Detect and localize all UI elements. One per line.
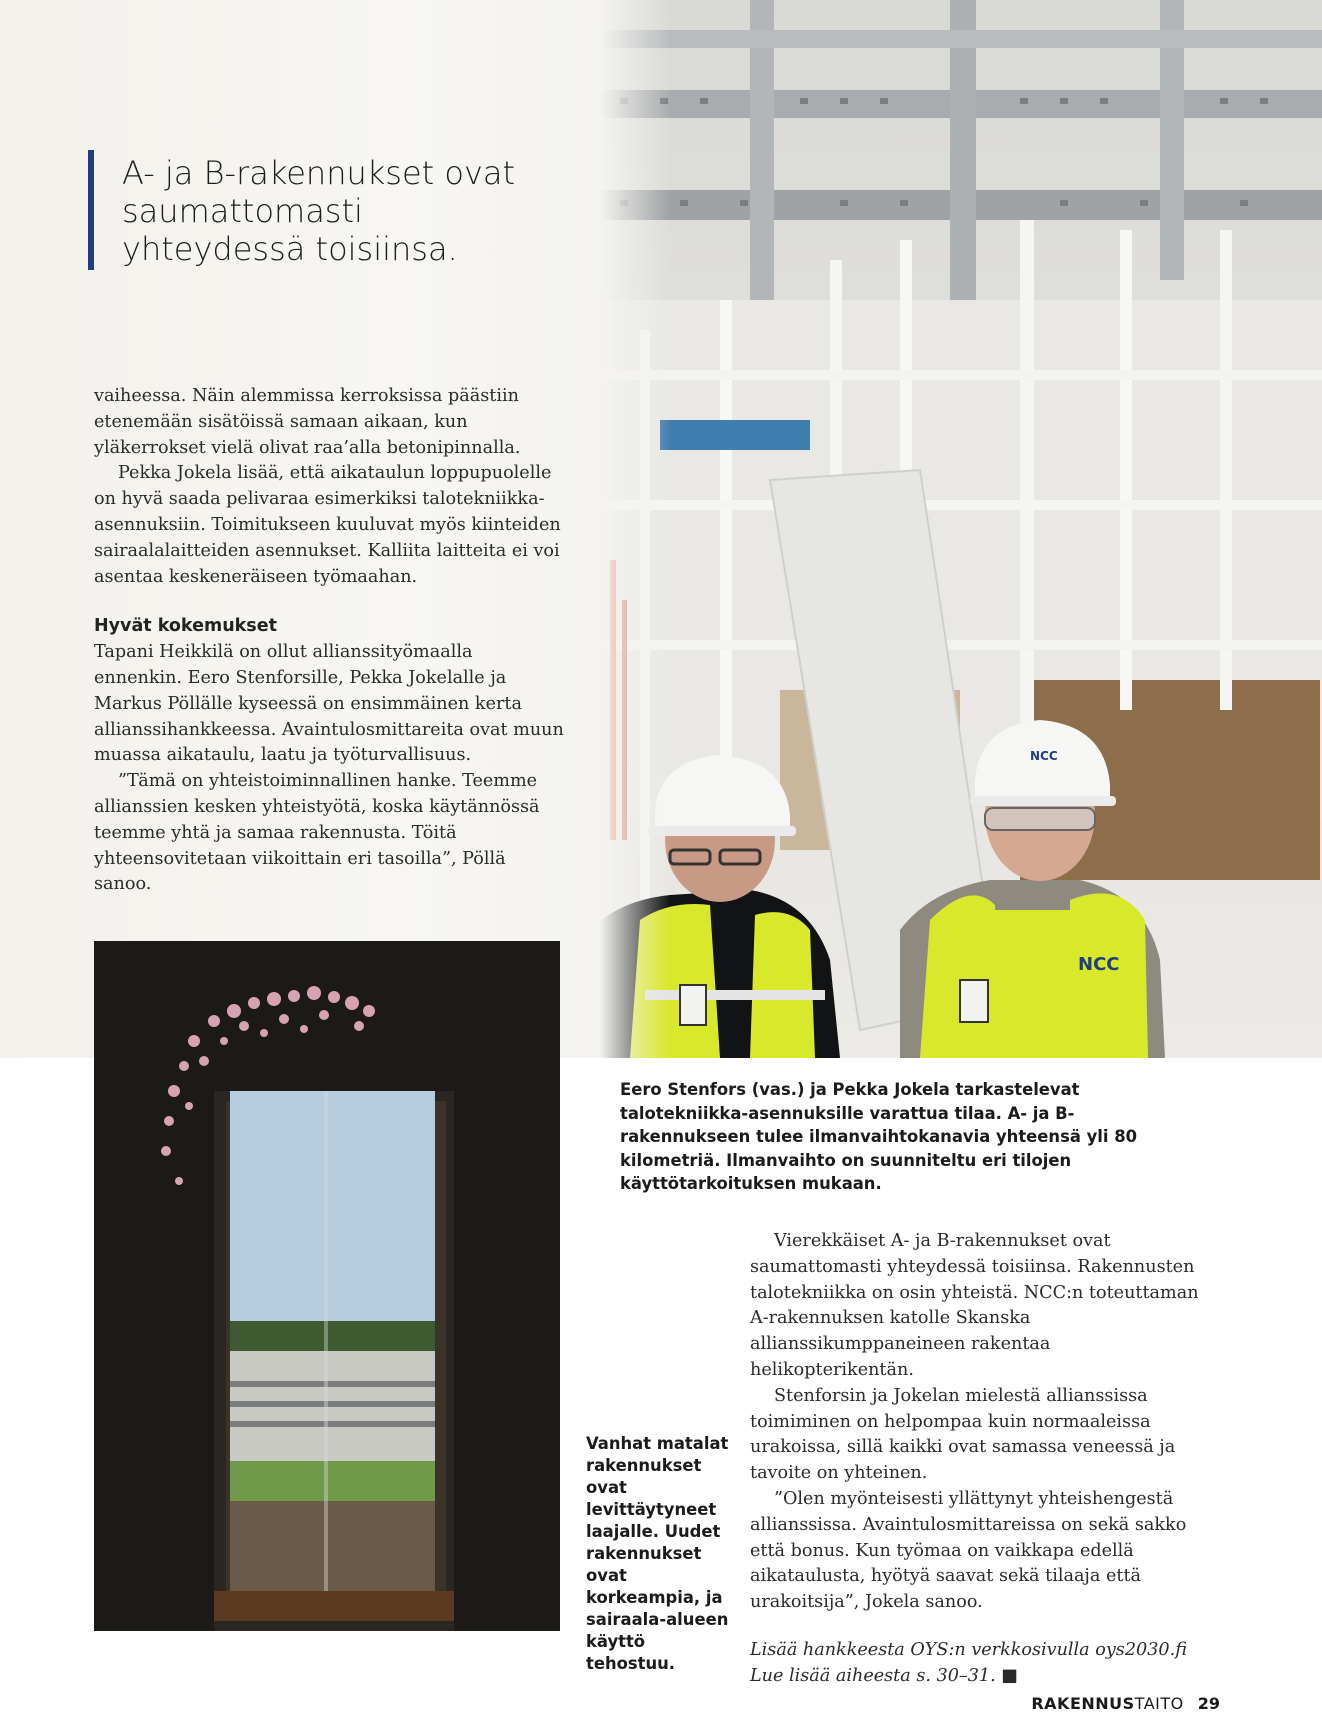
construction-photo [600,0,1322,1058]
end-mark: ■ [1001,1665,1018,1686]
paragraph: ”Tämä on yhteistoiminnallinen hanke. Teemme allianssien kesken yhteistyötä, koska käytännössä teemme yhtä ja samaa rakennusta. Töitä yhteensovitetaan viikoittain eri tasoilla”, Pöllä sanoo. [94,771,540,895]
read-more-line: Lue lisää aiheesta s. 30–31. [750,1665,996,1686]
photo-caption: Eero Stenfors (vas.) ja Pekka Jokela tarkastelevat talotekniikka-asennuksille varattua tilaa. A- ja B-rakennukseen tulee ilmanvaihtokanavia yhteensä yli 80 kilometriä. Ilmanvaihto on suunniteltu eri tilojen käyttötarkoituksen mukaan. [620,1080,1138,1194]
paragraph: Tapani Heikkilä on ollut allianssityömaalla ennenkin. Eero Stenforsille, Pekka Jokelalle ja Markus Pöllälle kyseessä on ensimmäinen kerta allianssihankkeessa. Avaintulosmittareita ovat muun muassa aikataulu, laatu ja työturvallisuus. [94,642,564,766]
magazine-brand-light: TAITO [1134,1694,1184,1713]
paragraph: Vierekkäiset A- ja B-rakennukset ovat saumattomasti yhteydessä toisiinsa. Rakennusten talotekniikka on osin yhteistä. NCC:n toteuttaman A-rakennuksen katolle Skanska allianssikumppaneineen rakentaa helikopterikentän. [750,1231,1199,1380]
pull-quote [88,150,516,270]
paragraph: vaiheessa. Näin alemmissa kerroksissa päästiin etenemään sisätöissä samaan aikaan, kun yläkerrokset vielä olivat raa’alla betonipinnalla. [94,386,521,458]
subheading: Hyvät kokemukset [94,616,277,637]
vest-logo: NCC [1078,954,1120,975]
helmet-logo: NCC [1030,749,1058,763]
pull-quote-text: A- ja B-rakennukset ovat saumattomasti yhteydessä toisiinsa. [122,154,516,268]
more-info-link-line: Lisää hankkeesta OYS:n verkkosivulla oys2030.fi [750,1639,1187,1660]
paragraph: Pekka Jokela lisää, että aikataulun loppupuolelle on hyvä saada pelivaraa esimerkiksi talotekniikka-asennuksiin. Toimitukseen kuuluvat myös kiinteiden sairaalalaitteiden asennukset. Kalliita laitteita ei voi asentaa keskeneräiseen työmaahan. [94,463,561,587]
page-footer [1000,1694,1220,1713]
magazine-brand-bold: RAKENNUS [1031,1694,1135,1713]
right-column [750,1229,1212,1690]
window-photo [94,941,560,1631]
left-column [94,384,564,898]
paragraph: Stenforsin ja Jokelan mielestä allianssissa toimiminen on helpompaa kuin normaaleissa urakoissa, sillä kaikki ovat samassa veneessä ja tavoite on yhteinen. [750,1385,1176,1484]
paragraph: ”Olen myönteisesti yllättynyt yhteishengestä allianssissa. Avaintulosmittareissa on sekä sakko että bonus. Kun työmaa on vaikkapa edellä aikataulusta, hyötyä saavat sekä tilaaja että urakoitsija”, Jokela sanoo. [750,1488,1187,1613]
page-number: 29 [1197,1694,1220,1713]
window-photo-caption: Vanhat matalat rakennukset ovat levittäytyneet laajalle. Uudet rakennukset ovat korkeampia, ja sairaala-alueen käyttö tehostuu. [586,1434,729,1673]
accent-bar [88,150,94,270]
